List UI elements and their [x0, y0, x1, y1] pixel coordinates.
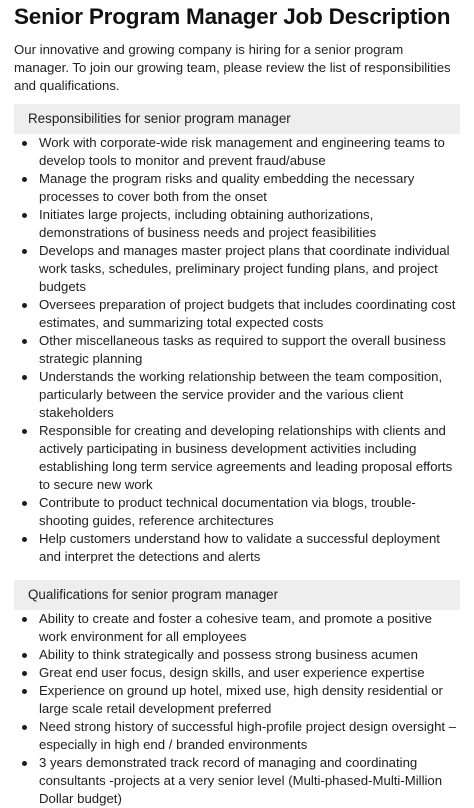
list-item: Work with corporate-wide risk management and engineering teams to develop tools to monitor and prevent fraud/abuse [39, 134, 460, 170]
page-title: Senior Program Manager Job Description [14, 4, 451, 29]
list-item: Ability to create and foster a cohesive team, and promote a positive work environment for all employees [39, 610, 460, 646]
list-item: Develops and manages master project plans that coordinate individual work tasks, schedules, preliminary project funding plans, and project budgets [39, 242, 460, 296]
list-item: Help customers understand how to validate a successful deployment and interpret the detections and alerts [39, 530, 460, 566]
list-item: Experience on ground up hotel, mixed use, high density residential or large scale retail development preferred [39, 682, 460, 718]
list-item: Other miscellaneous tasks as required to support the overall business strategic planning [39, 332, 460, 368]
list-item: 3 years demonstrated track record of managing and coordinating consultants -projects at a very senior level (Multi-phased-Multi-Million Dollar budget) [39, 754, 460, 808]
responsibilities-heading: Responsibilities for senior program manager [14, 104, 460, 134]
list-item: Need strong history of successful high-profile project design oversight – especially in high end / branded environments [39, 718, 460, 754]
responsibilities-list [14, 134, 460, 566]
qualifications-list [14, 610, 460, 808]
list-item: Responsible for creating and developing relationships with clients and actively participating in business development activities including establishing long term service agreements and leading proposal efforts to secure new work [39, 422, 460, 494]
list-item: Understands the working relationship between the team composition, particularly between the service provider and the various client stakeholders [39, 368, 460, 422]
intro-paragraph: Our innovative and growing company is hiring for a senior program manager. To join our growing team, please review the list of responsibilities and qualifications. [14, 42, 451, 93]
list-item: Ability to think strategically and possess strong business acumen [39, 646, 460, 664]
list-item: Manage the program risks and quality embedding the necessary processes to cover both from the onset [39, 170, 460, 206]
list-item: Contribute to product technical documentation via blogs, trouble-shooting guides, reference architectures [39, 494, 460, 530]
list-item: Great end user focus, design skills, and user experience expertise [39, 664, 460, 682]
list-item: Oversees preparation of project budgets that includes coordinating cost estimates, and summarizing total expected costs [39, 296, 460, 332]
qualifications-heading: Qualifications for senior program manager [14, 580, 460, 610]
list-item: Initiates large projects, including obtaining authorizations, demonstrations of business needs and project feasibilities [39, 206, 460, 242]
